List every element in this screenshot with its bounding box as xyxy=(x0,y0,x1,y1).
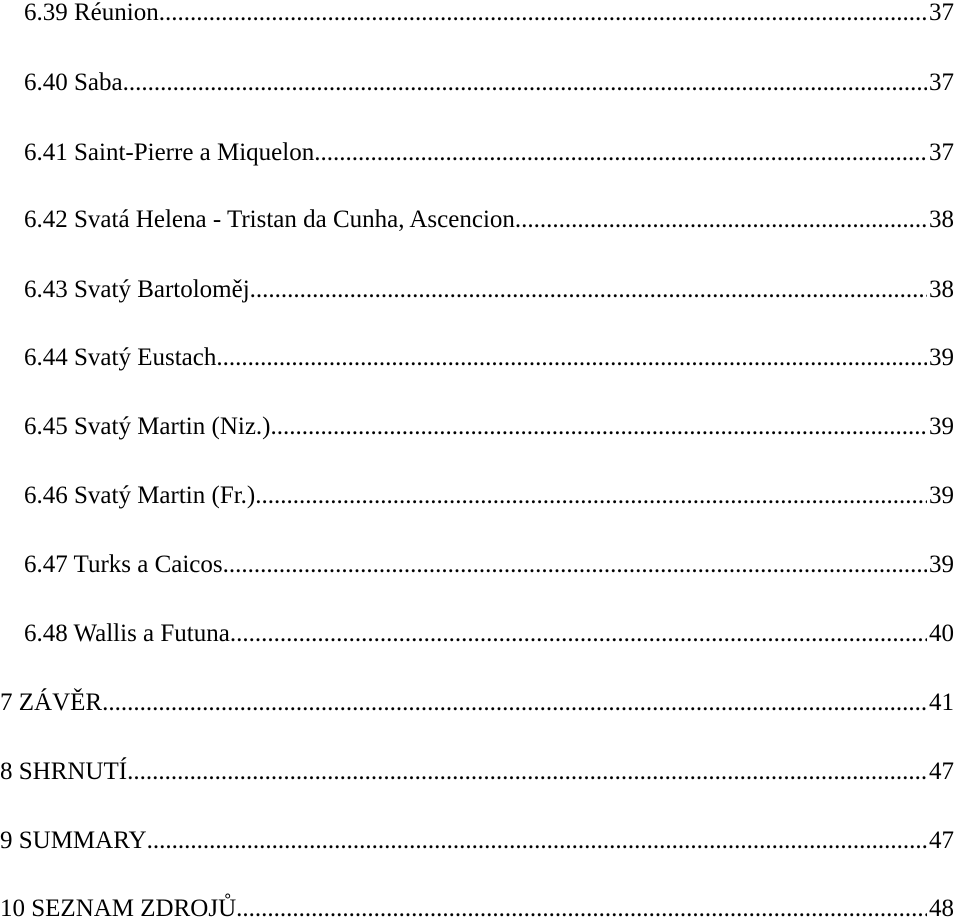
toc-entry-6-39[interactable] xyxy=(24,0,954,28)
toc-entry-6-47[interactable] xyxy=(24,548,954,580)
toc-entry-page: 47 xyxy=(929,827,954,854)
toc-entry-page: 39 xyxy=(929,413,954,440)
toc-dot-leader xyxy=(250,275,927,305)
toc-entry-6-43[interactable] xyxy=(24,273,954,305)
toc-dot-leader xyxy=(127,757,927,787)
toc-entry-page: 40 xyxy=(929,620,954,647)
toc-entry-page: 39 xyxy=(929,482,954,509)
toc-dot-leader xyxy=(314,138,927,168)
toc-entry-page: 47 xyxy=(929,758,954,785)
toc-entry-8[interactable] xyxy=(0,755,954,787)
toc-dot-leader xyxy=(223,550,927,580)
toc-entry-title: 6.39 Réunion xyxy=(24,0,159,26)
toc-entry-6-48[interactable] xyxy=(24,617,954,649)
toc-entry-page: 41 xyxy=(929,689,954,716)
toc-entry-title: 8 SHRNUTÍ xyxy=(0,758,128,785)
toc-entry-9[interactable] xyxy=(0,824,954,856)
toc-entry-title: 6.43 Svatý Bartoloměj xyxy=(24,276,250,303)
toc-entry-title: 6.47 Turks a Caicos xyxy=(24,551,223,578)
toc-entry-6-46[interactable] xyxy=(24,479,954,511)
toc-entry-6-44[interactable] xyxy=(24,341,954,373)
toc-entry-page: 38 xyxy=(929,206,954,233)
toc-entry-page: 38 xyxy=(929,276,954,303)
toc-entry-title: 6.46 Svatý Martin (Fr.) xyxy=(24,482,256,509)
toc-entry-page: 37 xyxy=(929,0,954,26)
toc-dot-leader xyxy=(159,0,927,28)
toc-dot-leader xyxy=(230,619,927,649)
toc-entry-page: 48 xyxy=(929,895,954,922)
toc-entry-title: 6.40 Saba xyxy=(24,69,123,96)
toc-dot-leader xyxy=(216,343,927,373)
toc-entry-title: 6.45 Svatý Martin (Niz.) xyxy=(24,413,271,440)
toc-entry-7[interactable] xyxy=(0,686,954,718)
toc-entry-title: 7 ZÁVĚR xyxy=(0,689,103,716)
toc-dot-leader xyxy=(147,826,927,856)
toc-entry-page: 37 xyxy=(929,139,954,166)
toc-entry-page: 39 xyxy=(929,551,954,578)
toc-dot-leader xyxy=(515,205,927,235)
toc-entry-6-45[interactable] xyxy=(24,410,954,442)
toc-entry-6-40[interactable] xyxy=(24,66,954,98)
toc-dot-leader xyxy=(236,894,927,924)
toc-entry-title: 9 SUMMARY xyxy=(0,827,147,854)
toc-entry-6-41[interactable] xyxy=(24,136,954,168)
toc-dot-leader xyxy=(255,481,927,511)
toc-dot-leader xyxy=(102,688,927,718)
toc-entry-title: 10 SEZNAM ZDROJŮ xyxy=(0,895,237,922)
toc-dot-leader xyxy=(270,412,927,442)
toc-entry-page: 39 xyxy=(929,344,954,371)
toc-entry-title: 6.44 Svatý Eustach xyxy=(24,344,217,371)
toc-entry-title: 6.41 Saint-Pierre a Miquelon xyxy=(24,139,315,166)
toc-entry-page: 37 xyxy=(929,69,954,96)
toc-dot-leader xyxy=(123,68,927,98)
toc-entry-title: 6.48 Wallis a Futuna xyxy=(24,620,230,647)
toc-entry-10[interactable] xyxy=(0,892,954,924)
toc-entry-title: 6.42 Svatá Helena - Tristan da Cunha, Ascencion xyxy=(24,206,515,233)
toc-entry-6-42[interactable] xyxy=(24,203,954,235)
